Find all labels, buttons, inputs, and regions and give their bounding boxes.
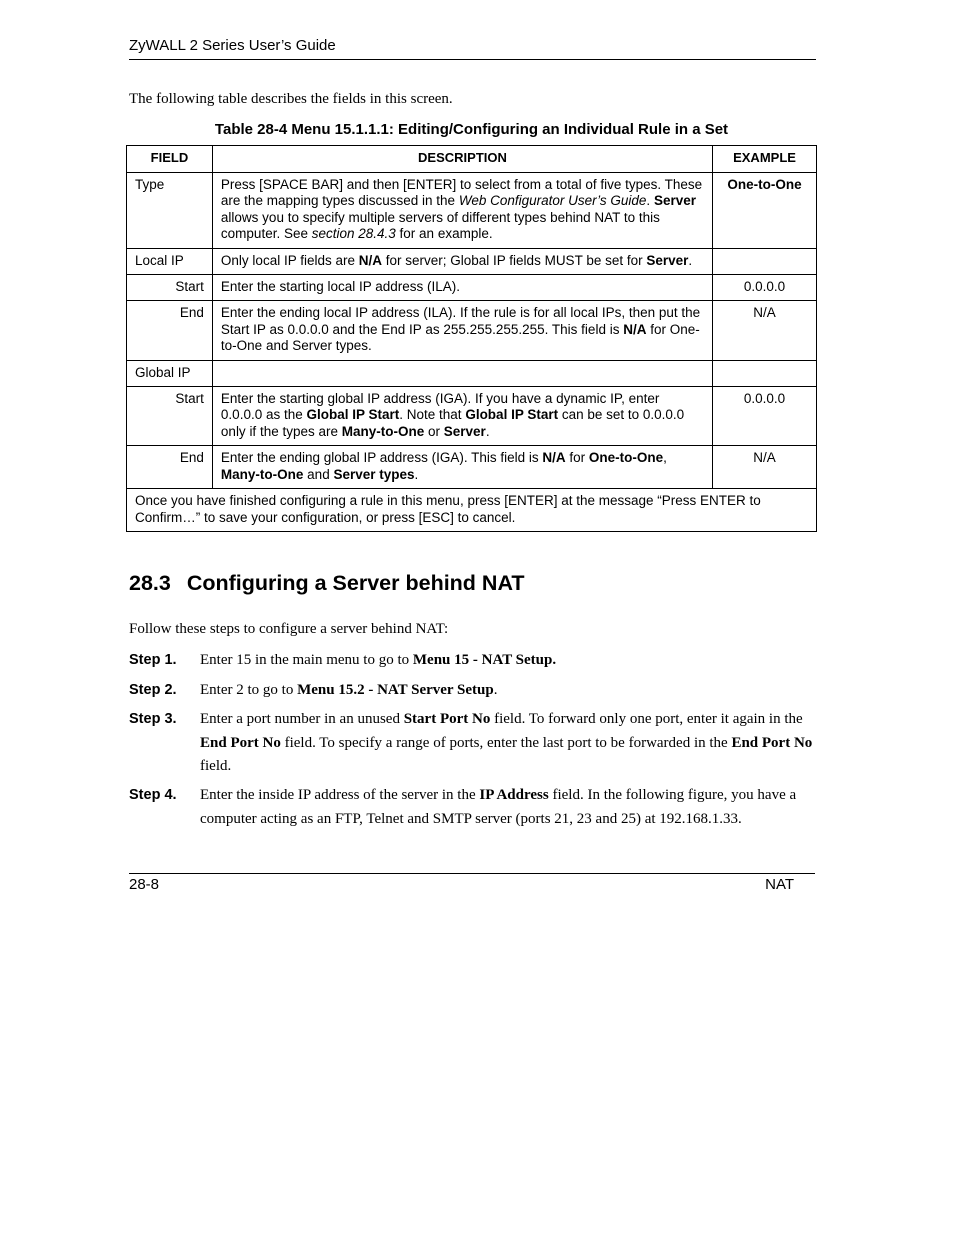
- text-run: Menu 15 - NAT Setup.: [412, 652, 557, 668]
- description-cell: [212, 446, 712, 489]
- step-label: Step 1.: [129, 652, 177, 668]
- text-run: for server; Global IP fields MUST be set for: [382, 252, 647, 268]
- text-run: Server: [653, 193, 696, 209]
- text-run: Enter a port number in an unused: [200, 711, 404, 727]
- text-run: N/A: [542, 450, 566, 466]
- steps-intro: Follow these steps to configure a server behind NAT:: [129, 621, 449, 637]
- text-run: Many-to-One: [341, 423, 425, 439]
- step-text: [200, 679, 819, 703]
- text-run: Only local IP fields are: [220, 252, 359, 268]
- field-description-table: [126, 145, 817, 532]
- section-heading: [129, 571, 525, 596]
- text-run: Menu 15.2 - NAT Server Setup: [297, 682, 494, 698]
- example-cell: 0.0.0.0: [713, 275, 817, 301]
- field-cell: End: [127, 446, 213, 489]
- description-cell: [212, 248, 712, 274]
- text-run: field.: [200, 758, 232, 775]
- text-run: section 28.4.3: [311, 226, 396, 242]
- step-label: Step 2.: [129, 682, 177, 698]
- example-cell: [713, 360, 817, 386]
- text-run: for One-to-One and Server types.: [220, 321, 700, 354]
- table-row: [127, 360, 817, 386]
- text-run: .: [688, 252, 693, 268]
- text-run: Server: [646, 252, 689, 268]
- table-row: [127, 387, 817, 446]
- example-cell: 0.0.0.0: [713, 387, 817, 446]
- example-cell: N/A: [713, 446, 817, 489]
- text-run: N/A: [358, 252, 382, 268]
- text-run: . Note that: [399, 407, 466, 423]
- table-header-row: [127, 146, 817, 173]
- table-caption: Table 28-4 Menu 15.1.1.1: Editing/Configuring an Individual Rule in a Set: [214, 121, 729, 138]
- text-run: for: [565, 450, 589, 466]
- text-run: Web Configurator User’s Guide: [458, 193, 647, 209]
- step-label: Step 3.: [129, 711, 177, 727]
- column-header-description: DESCRIPTION: [212, 146, 712, 173]
- step-text: [200, 649, 819, 673]
- table-row: [127, 173, 817, 249]
- description-cell: [212, 173, 712, 249]
- field-cell: Type: [127, 173, 213, 249]
- example-cell: One-to-One: [713, 173, 817, 249]
- text-run: allows you to specify multiple servers of different types behind NAT to this computer. See: [220, 209, 660, 242]
- text-run: One-to-One: [588, 450, 664, 466]
- guide-title: ZyWALL 2 Series User’s Guide: [129, 37, 336, 54]
- text-run: Enter the starting local IP address (ILA).: [220, 279, 461, 295]
- text-run: Enter the ending local IP address (ILA). If the rule is for all local IPs, then put the Start IP as 0.0.0.0 and the End IP as 255.255.255.255. This field is: [220, 305, 701, 337]
- step-label: Step 4.: [129, 787, 177, 803]
- description-cell: [212, 275, 712, 301]
- text-run: Enter the starting global IP address (IGA). If you have a dynamic IP, enter 0.0.0.0 as the: [220, 391, 660, 423]
- table-row: [127, 301, 817, 360]
- example-cell: [713, 248, 817, 274]
- text-run: .: [485, 423, 490, 439]
- text-run: or: [424, 423, 444, 439]
- text-run: Server types: [333, 466, 415, 482]
- field-cell: Start: [127, 275, 213, 301]
- description-cell: [212, 387, 712, 446]
- table-row: [127, 446, 817, 489]
- text-run: Enter 2 to go to: [200, 682, 298, 698]
- text-run: Enter the ending global IP address (IGA). This field is: [220, 450, 543, 466]
- text-run: field. To specify a range of ports, enter the last port to be forwarded in the: [280, 734, 732, 751]
- field-cell: End: [127, 301, 213, 360]
- section-number: 28.3: [129, 571, 171, 595]
- description-cell: [212, 360, 712, 386]
- page-number: 28-8: [129, 876, 160, 893]
- table-footnote: Once you have finished configuring a rule in this menu, press [ENTER] at the message “Press ENTER to Confirm…” to save your configuration, or press [ESC] to cancel.: [127, 489, 817, 532]
- step-2: [129, 679, 819, 703]
- field-cell: Start: [127, 387, 213, 446]
- field-cell: Local IP: [127, 248, 213, 274]
- text-run: for an example.: [395, 226, 493, 242]
- text-run: ,: [663, 450, 667, 466]
- text-run: can be set to 0.0.0.0 only if the types are: [220, 407, 685, 439]
- example-cell: N/A: [713, 301, 817, 360]
- intro-paragraph: The following table describes the fields in this screen.: [129, 91, 453, 107]
- text-run: .: [414, 466, 419, 482]
- text-run: Many-to-One: [220, 466, 304, 482]
- text-run: Global IP Start: [306, 407, 400, 423]
- text-run: Start Port No: [403, 711, 491, 727]
- text-run: Enter the inside IP address of the server in the: [200, 787, 480, 803]
- description-cell: [212, 301, 712, 360]
- column-header-field: FIELD: [127, 146, 213, 173]
- step-1: [129, 649, 819, 673]
- text-run: Enter 15 in the main menu to go to: [200, 652, 413, 668]
- text-run: N/A: [623, 321, 647, 337]
- column-header-example: EXAMPLE: [713, 146, 817, 173]
- text-run: IP Address: [479, 787, 549, 803]
- section-title: Configuring a Server behind NAT: [186, 571, 525, 595]
- running-footer: [129, 873, 815, 893]
- step-text: [200, 708, 819, 779]
- field-cell: Global IP: [127, 360, 213, 386]
- text-run: Press [SPACE BAR] and then [ENTER] to select from a total of five types. These are the mapping types discussed in the: [220, 177, 703, 209]
- text-run: End Port No: [731, 734, 813, 751]
- step-text: [200, 784, 819, 831]
- text-run: field. In the following figure, you have a computer acting as an FTP, Telnet and SMTP server (ports 21, 23 and 25) at 192.168.1.33.: [200, 787, 797, 827]
- table-row: [127, 248, 817, 274]
- text-run: Server: [443, 423, 486, 439]
- text-run: field. To forward only one port, enter it again in the: [490, 711, 803, 727]
- text-run: .: [493, 682, 498, 698]
- text-run: Global IP Start: [465, 407, 559, 423]
- chapter-name: NAT: [765, 876, 794, 893]
- table-footnote-row: [127, 489, 817, 532]
- step-3: [129, 708, 819, 779]
- text-run: and: [303, 466, 334, 482]
- running-header: [129, 37, 816, 60]
- step-4: [129, 784, 819, 831]
- text-run: End Port No: [200, 734, 281, 751]
- text-run: .: [646, 193, 654, 209]
- table-row: [127, 275, 817, 301]
